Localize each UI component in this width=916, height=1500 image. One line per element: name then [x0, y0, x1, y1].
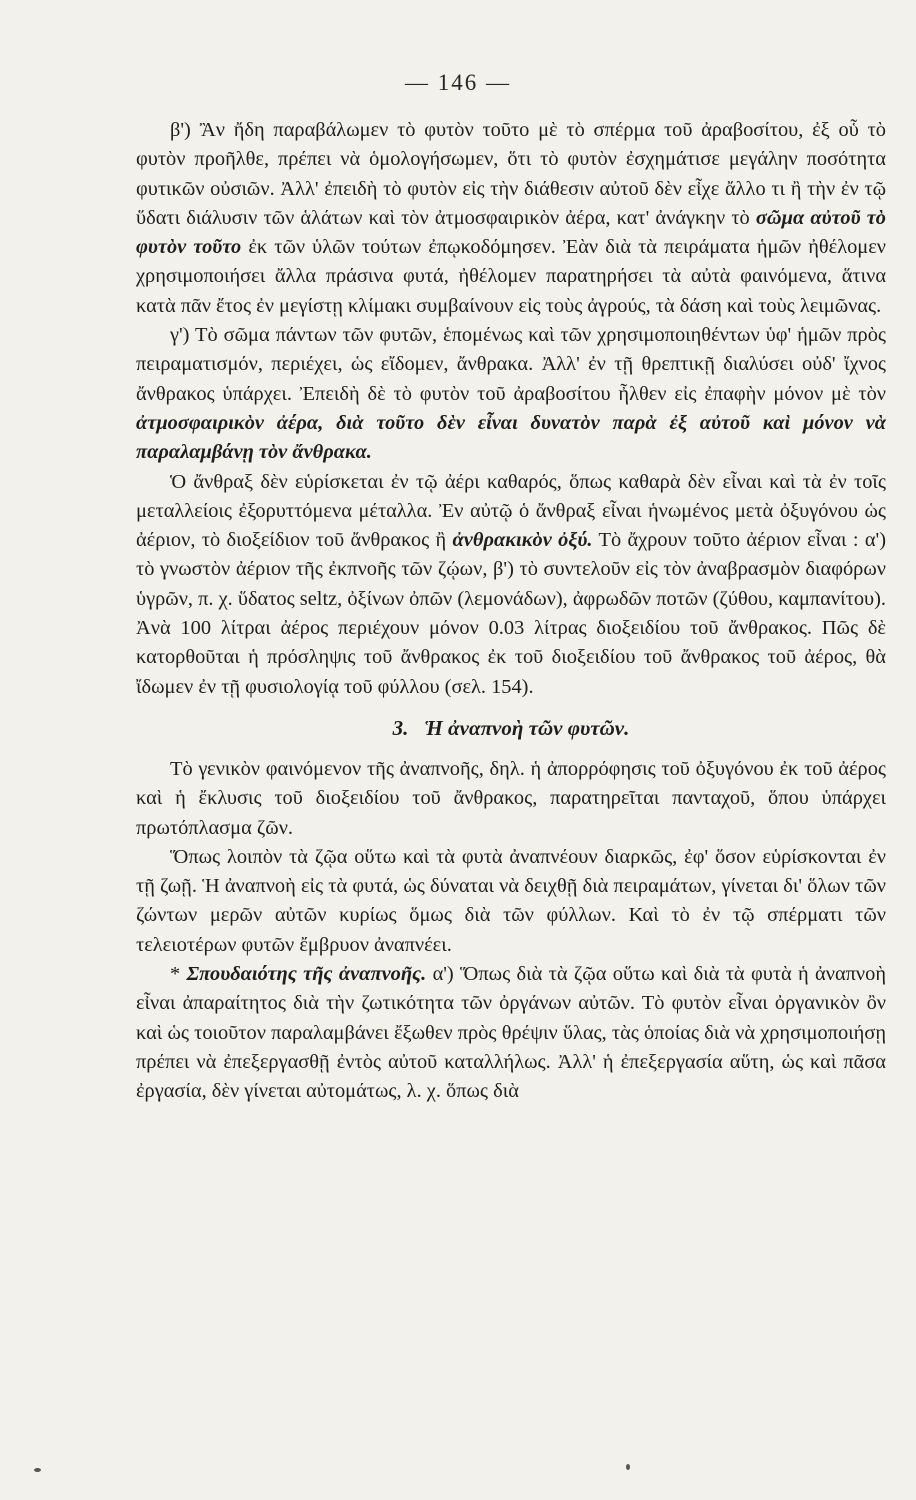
- footnote-star: *: [170, 963, 187, 986]
- paragraph-gamma-text: γ') Τὸ σῶμα πάντων τῶν φυτῶν, ἑπομένως καὶ τῶν χρησιμοποιηθέντων ὑφ' ἡμῶν πρὸς πειραματισμόν, περιέχει, ὡς εἴδομεν, ἄνθρακα. Ἀλλ' ἐν τῇ θρεπτικῇ διαλύσει οὐδ' ἴχνος ἄνθρακος ὑπάρχει. Ἐπειδὴ δὲ τὸ φυτὸν τοῦ ἀραβοσίτου ἦλθεν εἰς ἐπαφὴν μόνον μὲ τὸν: [136, 324, 886, 405]
- paragraph-carbon-text: Ὁ ἄνθραξ δὲν εὑρίσκεται ἐν τῷ ἀέρι καθαρός, ὅπως καθαρὰ δὲν εἶναι καὶ τὰ ἐν τοῖς μεταλλείοις ἐξορυττόμενα μέταλλα. Ἐν αὐτῷ ὁ ἄνθραξ εἶναι ἡνωμένος μετὰ ὀξυγόνου ὡς ἀέριον, τὸ διοξείδιον τοῦ ἄνθρακος ἢ: [136, 470, 886, 552]
- paragraph-importance-text: α') Ὅπως διὰ τὰ ζῷα οὕτω καὶ διὰ τὰ φυτὰ ἡ ἀναπνοὴ εἶναι ἀπαραίτητος διὰ τὴν ζωτικότητα τῶν ὀργάνων αὐτῶν. Τὸ φυτὸν εἶναι ὀργανικὸν ὂν καὶ ὡς τοιοῦτον παραλαμβάνει ἔξωθεν πρὸς θρέψιν ὕλας, τὰς ὁποίας διὰ νὰ χρησιμοποιήσῃ πρέπει νὰ ἐπεξεργασθῇ ἐντὸς αὐτοῦ καταλλήλως. Ἀλλ' ἡ ἐπεξεργασία αὕτη, ὡς καὶ πᾶσα ἐργασία, δὲν γίνεται αὐτομάτως, λ. χ. ὅπως διὰ: [136, 963, 887, 1103]
- section-number: 3.: [392, 715, 409, 740]
- paragraph-beta-tail: ἐκ τῶν ὑλῶν τούτων ἐπῳκοδόμησεν. Ἐὰν διὰ τὰ πειράματα ἡμῶν ἠθέλομεν χρησιμοποιήσει ἄλλα πράσινα φυτά, ἠθέλομεν παρατηρήσει τὰ αὐτὰ φαινόμενα, ἅτινα κατὰ πᾶν ἔτος ἐν μεγίστῃ κλίμακι συμβαίνουν εἰς τοὺς ἀγρούς, τὰ δάση καὶ τοὺς λειμῶνας.: [136, 236, 886, 317]
- emphasis-plant-body: σῶμα αὐτοῦ τὸ φυτὸν τοῦτο: [136, 206, 886, 259]
- body-text: [136, 116, 886, 1107]
- paragraph-respiration-plants: Ὅπως λοιπὸν τὰ ζῷα οὕτω καὶ τὰ φυτὰ ἀναπνέουν διαρκῶς, ἐφ' ὅσον εὑρίσκονται ἐν τῇ ζωῇ. Ἡ ἀναπνοὴ εἰς τὰ φυτά, ὡς δύναται νὰ δειχθῇ διὰ πειραμάτων, γίνεται δι' ὅλων τῶν ζώντων μερῶν αὐτῶν κυρίως ὅμως διὰ τῶν φύλλων. Καὶ τὸ ἐν τῷ σπέρματι τῶν τελειοτέρων φυτῶν ἔμβρυον ἀναπνέει.: [136, 845, 886, 956]
- emphasis-atmospheric-air: ἀτμοσφαιρικὸν ἀέρα, διὰ τοῦτο δὲν εἶναι δυνατὸν παρὰ ἐξ αὐτοῦ καὶ μόνον νὰ παραλαμβάνῃ τὸν ἄνθρακα.: [136, 411, 886, 464]
- paragraph-respiration-general: Τὸ γενικὸν φαινόμενον τῆς ἀναπνοῆς, δηλ. ἡ ἀπορρόφησις τοῦ ὀξυγόνου ἐκ τοῦ ἀέρος καὶ ἡ ἔκλυσις τοῦ διοξειδίου τοῦ ἄνθρακος, παρατηρεῖται πανταχοῦ, ὅπου ὑπάρχει πρωτόπλασμα ζῶν.: [136, 757, 886, 839]
- page-number: — 146 —: [405, 70, 511, 95]
- paper-speck-right: [626, 1464, 630, 1470]
- paragraph-beta-text: β') Ἂν ἤδη παραβάλωμεν τὸ φυτὸν τοῦτο μὲ τὸ σπέρμα τοῦ ἀραβοσίτου, ἐξ οὗ τὸ φυτὸν προῆλθε, πρέπει νὰ ὁμολογήσωμεν, ὅτι τὸ φυτὸν ἐσχημάτισε μεγάλην ποσότητα φυτικῶν οὐσιῶν. Ἀλλ' ἐπειδὴ τὸ φυτὸν εἰς τὴν διάθεσιν αὐτοῦ δὲν εἶχε ἄλλο τι ἢ τὴν ἐν τῷ ὕδατι διάλυσιν τῶν ἁλάτων καὶ τὸν ἀτμοσφαιρικὸν ἀέρα, κατ' ἀνάγκην τὸ: [136, 119, 886, 229]
- paragraph-carbon: [136, 468, 886, 702]
- section-heading: [136, 715, 886, 742]
- emphasis-importance: Σπουδαιότης τῆς ἀναπνοῆς.: [186, 963, 427, 986]
- paragraph-beta: [136, 116, 886, 321]
- emphasis-carbonic-acid: ἀνθρακικὸν ὀξύ.: [452, 529, 593, 552]
- paragraph-gamma: [136, 321, 886, 467]
- section-title: Ἡ ἀναπνοὴ τῶν φυτῶν.: [424, 715, 630, 740]
- paper-speck-left: [34, 1468, 41, 1472]
- paragraph-respiration-importance: [136, 960, 886, 1106]
- paragraph-carbon-tail: Τὸ ἄχρουν τοῦτο ἀέριον εἶναι : α') τὸ γνωστὸν ἀέριον τῆς ἐκπνοῆς τῶν ζῴων, β') τὸ συντελοῦν εἰς τὸν ἀναβρασμὸν διαφόρων ὑγρῶν, π. χ. ὕδατος seltz, ὀξίνων ὀπῶν (λεμονάδων), ἀφρωδῶν ποτῶν (ζύθου, καμπανίτου). Ἀνὰ 100 λίτραι ἀέρος περιέχουν μόνον 0.03 λίτρας διοξειδίου τοῦ ἄνθρακος. Πῶς δὲ κατορθοῦται ἡ πρόσληψις τοῦ ἄνθρακος ἐκ τοῦ διοξειδίου τοῦ ἄνθρακος τοῦ ἀέρος, θὰ ἴδωμεν ἐν τῇ φυσιολογίᾳ τοῦ φύλλου (σελ. 154).: [136, 529, 886, 698]
